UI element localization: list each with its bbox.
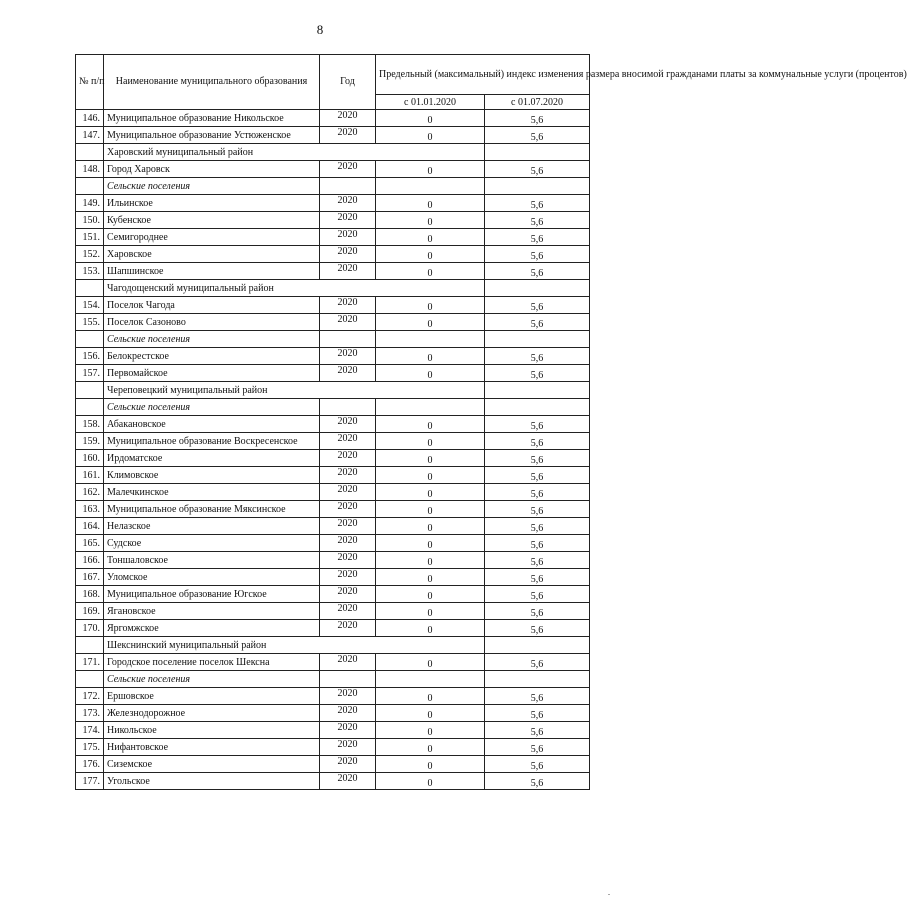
row-number: 170. — [76, 620, 104, 637]
row-value-jan: 0 — [376, 365, 485, 382]
row-value-jan: 0 — [376, 484, 485, 501]
row-value-jul: 5,6 — [485, 722, 590, 739]
row-name: Муниципальное образование Устюженское — [104, 127, 320, 144]
subsection-row — [76, 178, 590, 195]
row-number: 173. — [76, 705, 104, 722]
header-index: Предельный (максимальный) индекс изменения размера вносимой гражданами платы за коммунальные услуги (процентов) — [376, 55, 590, 95]
row-year: 2020 — [320, 263, 376, 280]
row-year: 2020 — [320, 484, 376, 501]
row-value-jan: 0 — [376, 756, 485, 773]
row-name: Яргомжское — [104, 620, 320, 637]
empty-cell — [485, 399, 590, 416]
table-row — [76, 297, 590, 314]
table-row — [76, 739, 590, 756]
row-number: 166. — [76, 552, 104, 569]
row-year: 2020 — [320, 654, 376, 671]
empty-cell — [76, 280, 104, 297]
row-value-jul: 5,6 — [485, 195, 590, 212]
row-value-jan: 0 — [376, 569, 485, 586]
table-row — [76, 195, 590, 212]
row-number: 171. — [76, 654, 104, 671]
row-number: 174. — [76, 722, 104, 739]
row-year: 2020 — [320, 467, 376, 484]
row-year: 2020 — [320, 518, 376, 535]
row-name: Муниципальное образование Мяксинское — [104, 501, 320, 518]
row-number: 156. — [76, 348, 104, 365]
row-value-jul: 5,6 — [485, 603, 590, 620]
district-name: Шекснинский муниципальный район — [104, 637, 485, 654]
row-year: 2020 — [320, 195, 376, 212]
empty-cell — [485, 637, 590, 654]
row-value-jan: 0 — [376, 688, 485, 705]
table-row — [76, 314, 590, 331]
district-name: Чагодощенский муниципальный район — [104, 280, 485, 297]
district-name: Харовский муниципальный район — [104, 144, 485, 161]
empty-cell — [76, 178, 104, 195]
row-value-jul: 5,6 — [485, 569, 590, 586]
empty-cell — [376, 671, 485, 688]
row-value-jul: 5,6 — [485, 127, 590, 144]
header-num: № п/п — [76, 55, 104, 110]
subsection-row — [76, 399, 590, 416]
row-year: 2020 — [320, 552, 376, 569]
row-name: Никольское — [104, 722, 320, 739]
table-row — [76, 212, 590, 229]
row-name: Абакановское — [104, 416, 320, 433]
header-name: Наименование муниципального образования — [104, 55, 320, 110]
row-year: 2020 — [320, 501, 376, 518]
row-value-jan: 0 — [376, 739, 485, 756]
row-number: 153. — [76, 263, 104, 280]
empty-cell — [376, 331, 485, 348]
table-row — [76, 620, 590, 637]
empty-cell — [320, 331, 376, 348]
row-number: 149. — [76, 195, 104, 212]
row-value-jul: 5,6 — [485, 229, 590, 246]
row-number: 146. — [76, 110, 104, 127]
district-name: Череповецкий муниципальный район — [104, 382, 485, 399]
row-value-jul: 5,6 — [485, 246, 590, 263]
row-value-jan: 0 — [376, 773, 485, 790]
row-name: Угольское — [104, 773, 320, 790]
row-value-jul: 5,6 — [485, 110, 590, 127]
empty-cell — [485, 280, 590, 297]
table-row — [76, 654, 590, 671]
row-value-jul: 5,6 — [485, 161, 590, 178]
empty-cell — [320, 399, 376, 416]
row-value-jul: 5,6 — [485, 450, 590, 467]
row-value-jul: 5,6 — [485, 705, 590, 722]
row-number: 159. — [76, 433, 104, 450]
subsection-label: Сельские поселения — [104, 671, 320, 688]
row-number: 177. — [76, 773, 104, 790]
row-name: Железнодорожное — [104, 705, 320, 722]
table-row — [76, 586, 590, 603]
row-value-jan: 0 — [376, 348, 485, 365]
row-value-jan: 0 — [376, 161, 485, 178]
row-value-jul: 5,6 — [485, 433, 590, 450]
row-year: 2020 — [320, 314, 376, 331]
row-year: 2020 — [320, 705, 376, 722]
empty-cell — [320, 671, 376, 688]
row-value-jul: 5,6 — [485, 518, 590, 535]
row-value-jan: 0 — [376, 722, 485, 739]
empty-cell — [485, 144, 590, 161]
empty-cell — [76, 671, 104, 688]
row-year: 2020 — [320, 433, 376, 450]
row-name: Ягановское — [104, 603, 320, 620]
empty-cell — [76, 331, 104, 348]
row-name: Кубенское — [104, 212, 320, 229]
row-value-jul: 5,6 — [485, 263, 590, 280]
row-number: 172. — [76, 688, 104, 705]
row-value-jan: 0 — [376, 467, 485, 484]
row-number: 165. — [76, 535, 104, 552]
row-number: 152. — [76, 246, 104, 263]
row-number: 176. — [76, 756, 104, 773]
row-year: 2020 — [320, 688, 376, 705]
row-value-jan: 0 — [376, 416, 485, 433]
subsection-label: Сельские поселения — [104, 178, 320, 195]
row-value-jan: 0 — [376, 314, 485, 331]
table-row — [76, 552, 590, 569]
row-number: 155. — [76, 314, 104, 331]
row-number: 167. — [76, 569, 104, 586]
row-year: 2020 — [320, 161, 376, 178]
row-name: Поселок Чагода — [104, 297, 320, 314]
row-name: Уломское — [104, 569, 320, 586]
row-year: 2020 — [320, 110, 376, 127]
page-number: 8 — [316, 22, 324, 37]
row-number: 150. — [76, 212, 104, 229]
row-value-jul: 5,6 — [485, 586, 590, 603]
row-name: Ирдоматское — [104, 450, 320, 467]
row-value-jul: 5,6 — [485, 654, 590, 671]
row-value-jan: 0 — [376, 297, 485, 314]
row-name: Харовское — [104, 246, 320, 263]
district-row — [76, 280, 590, 297]
row-value-jan: 0 — [376, 603, 485, 620]
subsection-row — [76, 671, 590, 688]
row-year: 2020 — [320, 127, 376, 144]
row-value-jul: 5,6 — [485, 756, 590, 773]
row-year: 2020 — [320, 603, 376, 620]
row-value-jan: 0 — [376, 246, 485, 263]
row-year: 2020 — [320, 416, 376, 433]
row-number: 157. — [76, 365, 104, 382]
empty-cell — [485, 382, 590, 399]
row-value-jan: 0 — [376, 518, 485, 535]
row-value-jul: 5,6 — [485, 297, 590, 314]
row-value-jan: 0 — [376, 450, 485, 467]
table-row — [76, 263, 590, 280]
header-date-2: с 01.07.2020 — [485, 95, 590, 110]
empty-cell — [76, 637, 104, 654]
row-value-jan: 0 — [376, 229, 485, 246]
row-value-jan: 0 — [376, 263, 485, 280]
table-row — [76, 450, 590, 467]
row-year: 2020 — [320, 229, 376, 246]
row-year: 2020 — [320, 569, 376, 586]
row-name: Муниципальное образование Воскресенское — [104, 433, 320, 450]
row-name: Шапшинское — [104, 263, 320, 280]
row-name: Тоншаловское — [104, 552, 320, 569]
row-year: 2020 — [320, 297, 376, 314]
corner-mark: . — [608, 888, 610, 897]
row-value-jan: 0 — [376, 535, 485, 552]
row-year: 2020 — [320, 212, 376, 229]
row-name: Город Харовск — [104, 161, 320, 178]
row-year: 2020 — [320, 620, 376, 637]
row-number: 147. — [76, 127, 104, 144]
row-value-jan: 0 — [376, 212, 485, 229]
row-name: Нелазское — [104, 518, 320, 535]
district-row — [76, 144, 590, 161]
empty-cell — [76, 382, 104, 399]
table-row — [76, 365, 590, 382]
row-value-jul: 5,6 — [485, 620, 590, 637]
row-number: 175. — [76, 739, 104, 756]
row-value-jul: 5,6 — [485, 552, 590, 569]
row-name: Судское — [104, 535, 320, 552]
row-year: 2020 — [320, 739, 376, 756]
empty-cell — [376, 399, 485, 416]
row-name: Малечкинское — [104, 484, 320, 501]
row-value-jan: 0 — [376, 654, 485, 671]
row-year: 2020 — [320, 348, 376, 365]
row-number: 168. — [76, 586, 104, 603]
table-row — [76, 501, 590, 518]
table-row — [76, 569, 590, 586]
empty-cell — [485, 331, 590, 348]
row-value-jul: 5,6 — [485, 467, 590, 484]
table-row — [76, 756, 590, 773]
empty-cell — [485, 671, 590, 688]
empty-cell — [76, 399, 104, 416]
row-value-jul: 5,6 — [485, 484, 590, 501]
subsection-label: Сельские поселения — [104, 331, 320, 348]
table-row — [76, 467, 590, 484]
empty-cell — [76, 144, 104, 161]
table-row — [76, 246, 590, 263]
row-year: 2020 — [320, 756, 376, 773]
row-value-jan: 0 — [376, 705, 485, 722]
table-row — [76, 705, 590, 722]
row-value-jan: 0 — [376, 195, 485, 212]
row-value-jul: 5,6 — [485, 314, 590, 331]
table-row — [76, 161, 590, 178]
table-row — [76, 433, 590, 450]
row-value-jul: 5,6 — [485, 212, 590, 229]
row-year: 2020 — [320, 365, 376, 382]
row-value-jul: 5,6 — [485, 416, 590, 433]
row-number: 160. — [76, 450, 104, 467]
table-row — [76, 110, 590, 127]
row-value-jan: 0 — [376, 433, 485, 450]
row-number: 154. — [76, 297, 104, 314]
table-row — [76, 127, 590, 144]
empty-cell — [320, 178, 376, 195]
row-year: 2020 — [320, 586, 376, 603]
header-year: Год — [320, 55, 376, 110]
district-row — [76, 382, 590, 399]
row-value-jan: 0 — [376, 127, 485, 144]
table-row — [76, 688, 590, 705]
table-row — [76, 518, 590, 535]
row-number: 161. — [76, 467, 104, 484]
row-value-jul: 5,6 — [485, 365, 590, 382]
table-row — [76, 348, 590, 365]
row-name: Семигороднее — [104, 229, 320, 246]
empty-cell — [485, 178, 590, 195]
row-number: 162. — [76, 484, 104, 501]
row-number: 148. — [76, 161, 104, 178]
row-name: Городское поселение поселок Шексна — [104, 654, 320, 671]
row-value-jul: 5,6 — [485, 348, 590, 365]
row-name: Климовское — [104, 467, 320, 484]
row-value-jul: 5,6 — [485, 773, 590, 790]
row-year: 2020 — [320, 246, 376, 263]
row-number: 164. — [76, 518, 104, 535]
row-value-jul: 5,6 — [485, 688, 590, 705]
row-name: Муниципальное образование Никольское — [104, 110, 320, 127]
row-value-jan: 0 — [376, 620, 485, 637]
row-value-jan: 0 — [376, 552, 485, 569]
row-name: Ильинское — [104, 195, 320, 212]
row-value-jul: 5,6 — [485, 535, 590, 552]
row-number: 158. — [76, 416, 104, 433]
row-number: 163. — [76, 501, 104, 518]
row-name: Сиземское — [104, 756, 320, 773]
row-name: Муниципальное образование Югское — [104, 586, 320, 603]
row-value-jul: 5,6 — [485, 501, 590, 518]
row-name: Поселок Сазоново — [104, 314, 320, 331]
row-year: 2020 — [320, 773, 376, 790]
table-row — [76, 603, 590, 620]
tariff-index-table — [75, 54, 907, 790]
table-row — [76, 773, 590, 790]
table-row — [76, 722, 590, 739]
row-value-jan: 0 — [376, 110, 485, 127]
subsection-row — [76, 331, 590, 348]
table-body — [76, 110, 590, 790]
row-name: Ершовское — [104, 688, 320, 705]
row-value-jan: 0 — [376, 501, 485, 518]
subsection-label: Сельские поселения — [104, 399, 320, 416]
row-name: Нифантовское — [104, 739, 320, 756]
table-row — [76, 535, 590, 552]
row-number: 151. — [76, 229, 104, 246]
row-year: 2020 — [320, 722, 376, 739]
empty-cell — [376, 178, 485, 195]
district-row — [76, 637, 590, 654]
row-name: Первомайское — [104, 365, 320, 382]
row-year: 2020 — [320, 535, 376, 552]
table-row — [76, 416, 590, 433]
row-number: 169. — [76, 603, 104, 620]
row-value-jan: 0 — [376, 586, 485, 603]
row-year: 2020 — [320, 450, 376, 467]
table-row — [76, 484, 590, 501]
header-date-1: с 01.01.2020 — [376, 95, 485, 110]
table-row — [76, 229, 590, 246]
row-name: Белокрестское — [104, 348, 320, 365]
row-value-jul: 5,6 — [485, 739, 590, 756]
